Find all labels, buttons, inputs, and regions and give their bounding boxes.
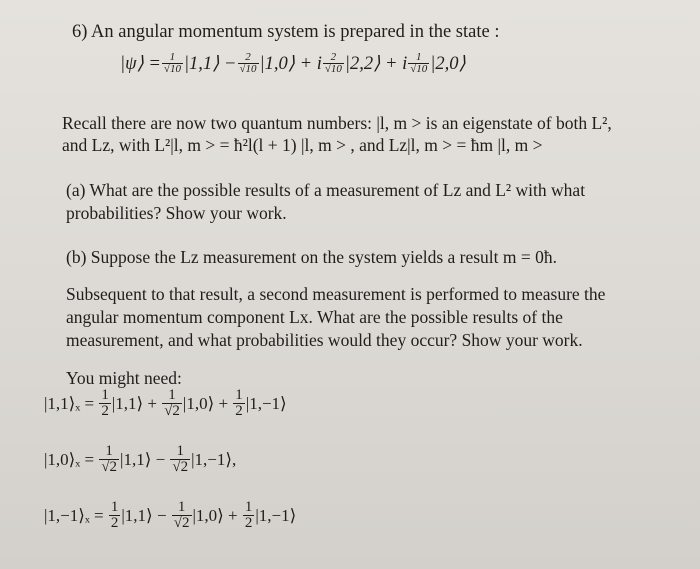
formula-1-coef-2: $\frac{1}{√2}$ — [164, 387, 180, 419]
might-need-label: You might need: — [66, 368, 182, 388]
formula-1 — [44, 388, 287, 419]
recall-line-2: and Lz, with L²|l, m > = ħ²l(l + 1) |l, m > , and Lz|l, m > = ħm |l, m > — [62, 135, 543, 155]
formula-3-coef-3: $\frac{1}{2}$ — [244, 499, 253, 531]
formula-3-ket-2: |1,0⟩ + — [192, 505, 242, 525]
formula-1-ket-2: |1,0⟩ + — [182, 393, 233, 413]
part-b-line-4: measurement, and what probabilities would they occur? Show your work. — [66, 330, 583, 350]
state-lhs: |ψ⟩ = — [120, 53, 161, 74]
coef-1: $\frac{1}{√10}$ — [163, 51, 181, 75]
formula-1-coef-1: $\frac{1}{2}$ — [101, 387, 109, 419]
recall-line-1: Recall there are now two quantum numbers: |l, m > is an eigenstate of both L², — [62, 113, 612, 133]
formula-3-coef-1: $\frac{1}{2}$ — [110, 499, 119, 531]
part-b-line-2: Subsequent to that result, a second measurement is performed to measure the — [66, 284, 606, 304]
part-a-line-1: (a) What are the possible results of a measurement of Lz and L² with what — [66, 180, 586, 200]
ket-2: |1,0⟩ + i — [259, 53, 322, 74]
formula-1-lhs: |1,1⟩ₓ = — [44, 393, 99, 413]
ket-1: |1,1⟩ − — [183, 53, 237, 74]
formula-2 — [44, 444, 236, 475]
formula-1-ket-3: |1,−1⟩ — [245, 393, 287, 413]
formula-3-ket-3: |1,−1⟩ — [255, 505, 297, 525]
formula-2-coef-1: $\frac{1}{√2}$ — [101, 443, 118, 475]
ket-3: |2,2⟩ + i — [344, 53, 408, 74]
problem-header: 6) An angular momentum system is prepared in the state : — [72, 22, 500, 42]
formula-2-coef-2: $\frac{1}{√2}$ — [172, 443, 189, 475]
formula-3-lhs: |1,−1⟩ₓ = — [44, 505, 108, 525]
formula-1-ket-1: |1,1⟩ + — [111, 393, 162, 413]
formula-1-coef-3: $\frac{1}{2}$ — [235, 387, 243, 419]
formula-3 — [44, 500, 296, 531]
formula-2-lhs: |1,0⟩ₓ = — [44, 449, 99, 469]
formula-2-ket-2: |1,−1⟩, — [191, 449, 237, 469]
formula-3-ket-1: |1,1⟩ − — [121, 505, 171, 525]
state-equation — [120, 52, 466, 75]
coef-2: $\frac{2}{√10}$ — [239, 51, 257, 75]
formula-2-ket-1: |1,1⟩ − — [120, 449, 170, 469]
coef-4: $\frac{1}{√10}$ — [410, 51, 428, 75]
part-b-line-3: angular momentum component Lx. What are the possible results of the — [66, 307, 563, 327]
coef-3: $\frac{2}{√10}$ — [324, 51, 342, 75]
part-a-line-2: probabilities? Show your work. — [66, 203, 287, 223]
ket-4: |2,0⟩ — [430, 53, 466, 74]
formula-3-coef-2: $\frac{1}{√2}$ — [173, 499, 190, 531]
part-b-line-1: (b) Suppose the Lz measurement on the system yields a result m = 0ħ. — [66, 247, 558, 267]
